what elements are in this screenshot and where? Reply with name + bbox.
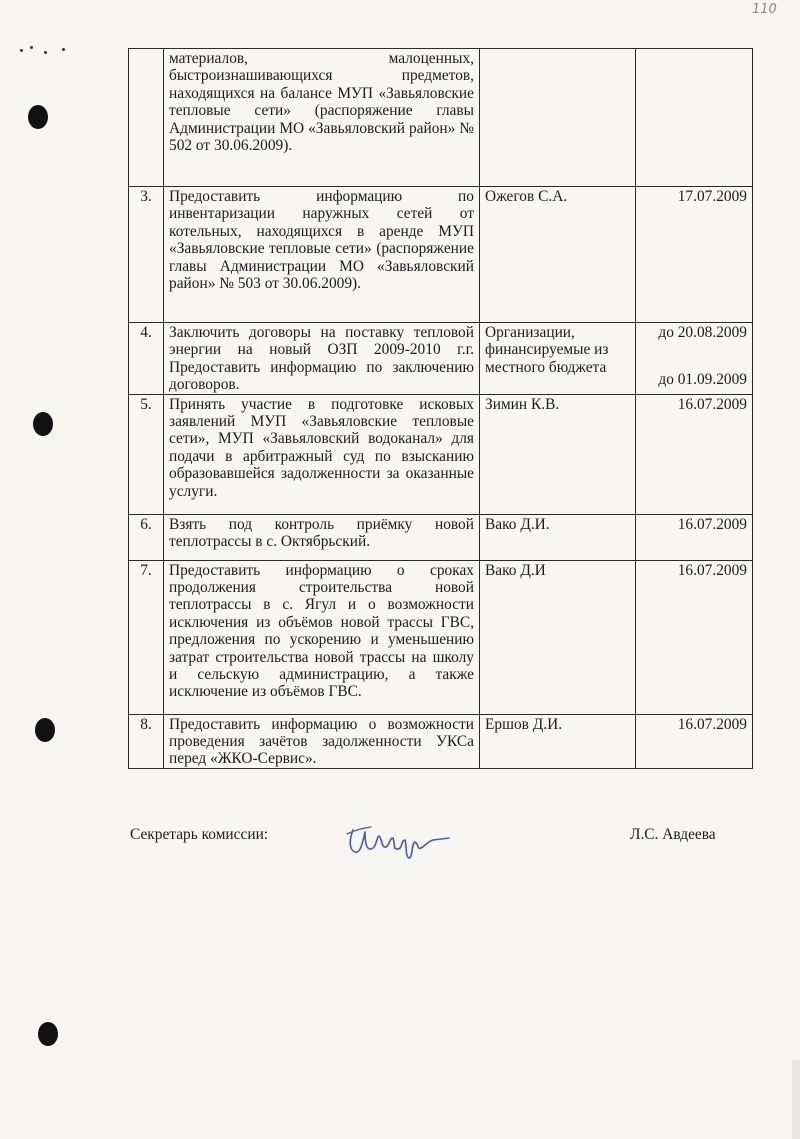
due-date-first: до 20.08.2009 — [658, 324, 747, 341]
responsible: Ожегов С.А. — [480, 187, 636, 323]
table-row — [129, 323, 753, 395]
row-number: 4. — [129, 323, 164, 395]
responsible: Вако Д.И. — [480, 514, 636, 560]
due-date: 16.07.2009 — [636, 514, 753, 560]
task-text: Предоставить информацию о возможности проведения зачётов задолженности УКСа перед «ЖКО-Сервис». — [164, 714, 480, 768]
row-number: 5. — [129, 394, 164, 514]
responsible: Зимин К.В. — [480, 394, 636, 514]
row-number: 8. — [129, 714, 164, 768]
tasks-table — [128, 48, 753, 769]
row-number: 7. — [129, 560, 164, 714]
task-text: Предоставить информацию по инвентаризации наружных сетей от котельных, находящихся в аренде МУП «Завьяловские тепловые сети» (распоряжение главы Администрации МО «Завьяловский район» № 503 от 30.06.2009). — [164, 187, 480, 323]
due-date-second: до 01.09.2009 — [658, 371, 747, 389]
page-number: 110 — [752, 2, 777, 17]
punch-hole — [28, 105, 48, 129]
due-date: 17.07.2009 — [636, 187, 753, 323]
task-text: Взять под контроль приёмку новой теплотрассы в с. Октябрьский. — [164, 514, 480, 560]
responsible: Вако Д.И — [480, 560, 636, 714]
task-text: Принять участие в подготовке исковых заявлений МУП «Завьяловские тепловые сети», МУП «Завьяловский водоканал» для подачи в арбитражный суд по взысканию образовавшейся задолженности за оказанные услуги. — [164, 394, 480, 514]
due-date — [636, 323, 753, 395]
task-text: материалов, малоценных, быстроизнашивающихся предметов, находящихся на балансе МУП «Завьяловские тепловые сети» (распоряжение главы Администрации МО «Завьяловский район» № 502 от 30.06.2009). — [164, 49, 480, 187]
scan-edge — [792, 1060, 800, 1139]
due-date — [636, 49, 753, 187]
row-number: 3. — [129, 187, 164, 323]
table-row — [129, 560, 753, 714]
scan-specks — [18, 40, 78, 60]
due-date: 16.07.2009 — [636, 560, 753, 714]
punch-hole — [33, 412, 53, 436]
responsible — [480, 49, 636, 187]
punch-hole — [38, 1022, 58, 1046]
table-row — [129, 187, 753, 323]
responsible: Ершов Д.И. — [480, 714, 636, 768]
table-row — [129, 514, 753, 560]
table-row — [129, 49, 753, 187]
secretary-name: Л.С. Авдеева — [630, 826, 716, 843]
row-number — [129, 49, 164, 187]
table-row — [129, 714, 753, 768]
secretary-label: Секретарь комиссии: — [130, 826, 269, 843]
responsible: Организации, финансируемые из местного бюджета — [480, 323, 636, 395]
table-row — [129, 394, 753, 514]
signature — [345, 818, 455, 863]
due-date: 16.07.2009 — [636, 394, 753, 514]
punch-hole — [35, 718, 55, 742]
due-date: 16.07.2009 — [636, 714, 753, 768]
task-text: Заключить договоры на поставку тепловой энергии на новый ОЗП 2009-2010 г.г. Предоставить информацию по заключению договоров. — [164, 323, 480, 395]
row-number: 6. — [129, 514, 164, 560]
task-text: Предоставить информацию о сроках продолжения строительства новой теплотрассы в с. Ягул и о возможности исключения из объёмов новой трассы ГВС, предложения по ускорению и уменьшению затрат строительства новой трассы на школу и сельскую администрацию, а также исключение из объёмов ГВС. — [164, 560, 480, 714]
